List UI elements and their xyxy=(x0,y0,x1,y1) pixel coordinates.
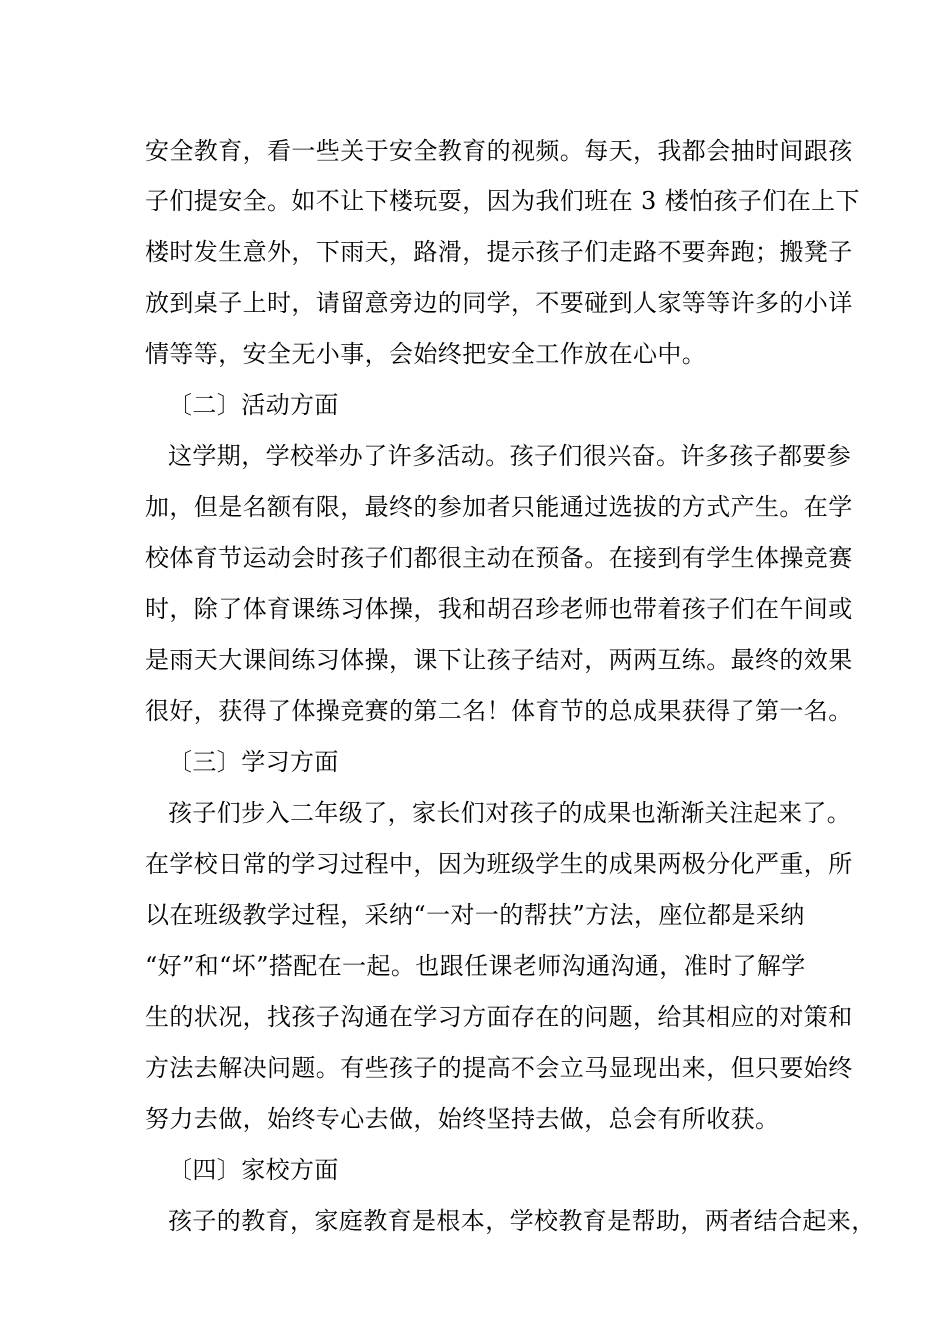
body-text-line: 努力去做，始终专心去做，始终坚持去做，总会有所收获。 xyxy=(145,1105,780,1133)
body-text-line: 加，但是名额有限，最终的参加者只能通过选拔的方式产生。在学 xyxy=(145,493,853,521)
body-text-line: 生的状况，找孩子沟通在学习方面存在的问题，给其相应的对策和 xyxy=(145,1003,853,1031)
body-text-line: 孩子的教育，家庭教育是根本，学校教育是帮助，两者结合起来， xyxy=(168,1207,876,1235)
body-text-line: 在学校日常的学习过程中，因为班级学生的成果两极分化严重，所 xyxy=(145,850,853,878)
body-text-line: 时，除了体育课练习体操，我和胡召珍老师也带着孩子们在午间或 xyxy=(145,595,853,623)
body-text-line: 楼时发生意外，下雨天，路滑，提示孩子们走路不要奔跑；搬凳子 xyxy=(145,238,853,266)
body-text-line: 方法去解决问题。有些孩子的提高不会立马显现出来，但只要始终 xyxy=(145,1054,853,1082)
body-text-line: 以在班级教学过程，采纳“一对一的帮扶”方法，座位都是采纳 xyxy=(145,901,805,929)
body-text-line: 子们提安全。如不让下楼玩耍，因为我们班在 3 楼怕孩子们在上下 xyxy=(145,187,860,215)
body-text-line: 安全教育，看一些关于安全教育的视频。每天，我都会抽时间跟孩 xyxy=(145,137,853,165)
body-text-line: 孩子们步入二年级了，家长们对孩子的成果也渐渐关注起来了。 xyxy=(168,799,852,827)
section-heading: 〔三〕学习方面 xyxy=(168,748,339,776)
body-text-line: 是雨天大课间练习体操，课下让孩子结对，两两互练。最终的效果 xyxy=(145,646,853,674)
body-text-line: 放到桌子上时，请留意旁边的同学，不要碰到人家等等许多的小详 xyxy=(145,289,853,317)
body-text-line: “好”和“坏”搭配在一起。也跟任课老师沟通沟通，准时了解学 xyxy=(145,952,806,980)
body-text-line: 这学期，学校举办了许多活动。孩子们很兴奋。许多孩子都要参 xyxy=(168,442,852,470)
body-text-line: 很好，获得了体操竞赛的第二名！体育节的总成果获得了第一名。 xyxy=(145,697,853,725)
section-heading: 〔四〕家校方面 xyxy=(168,1156,339,1184)
body-text-line: 情等等，安全无小事，会始终把安全工作放在心中。 xyxy=(145,340,707,368)
section-heading: 〔二〕活动方面 xyxy=(168,391,339,419)
body-text-line: 校体育节运动会时孩子们都很主动在预备。在接到有学生体操竞赛 xyxy=(145,544,853,572)
